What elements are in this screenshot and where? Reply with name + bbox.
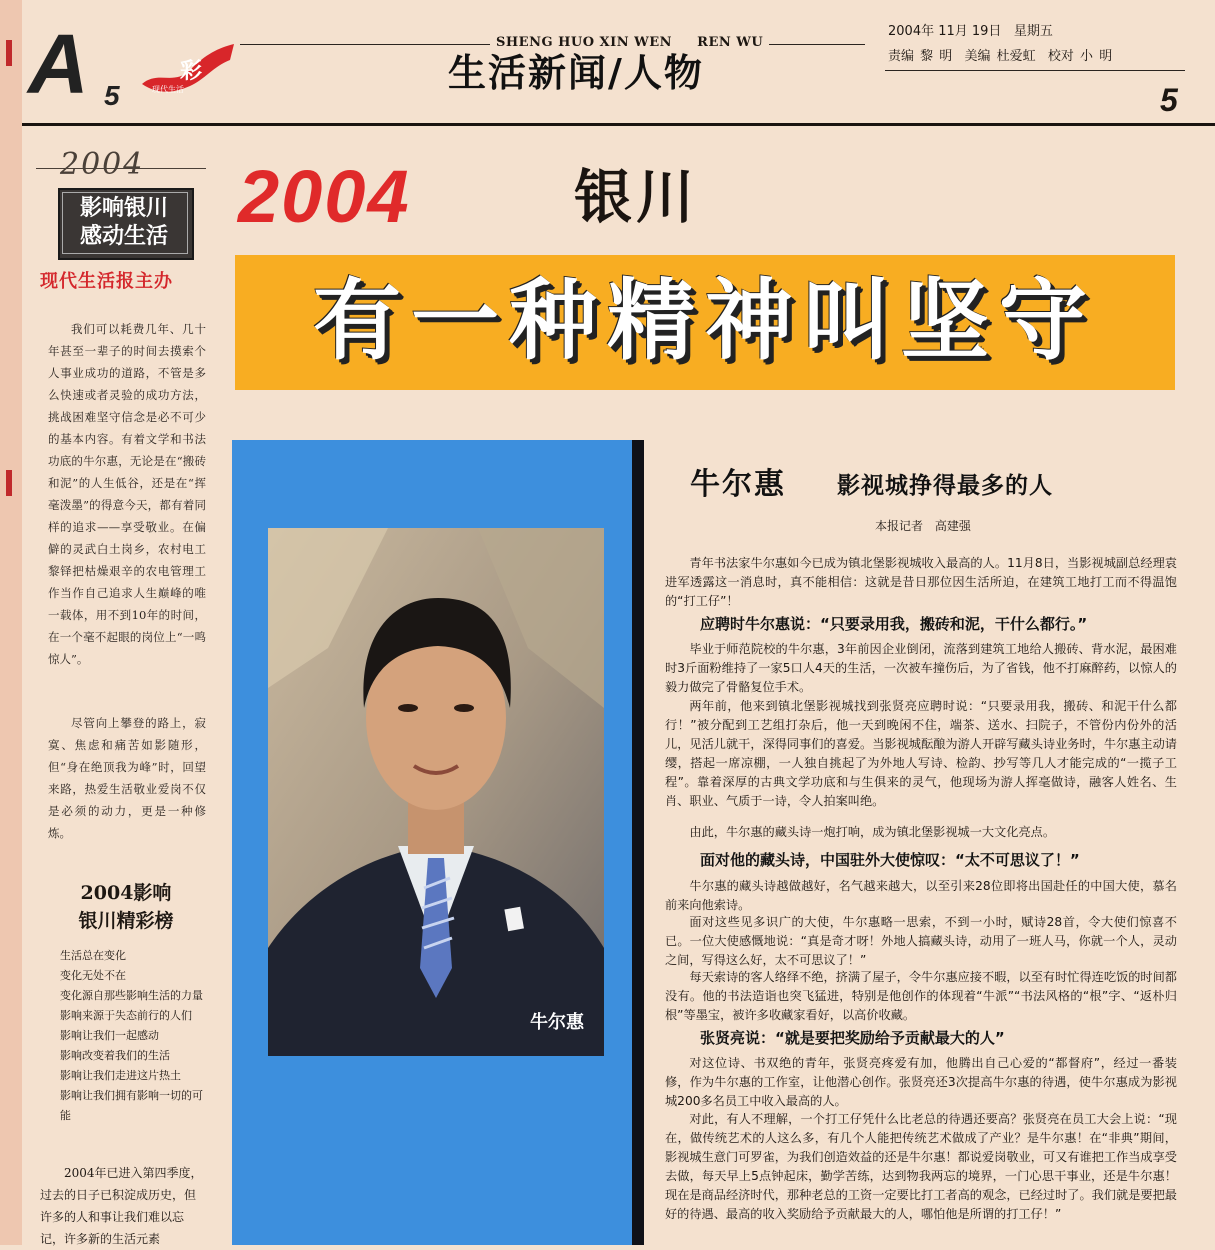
ribbon-logo xyxy=(138,40,236,96)
photo-caption: 牛尔惠 xyxy=(530,1012,584,1033)
edge-mark xyxy=(6,40,12,66)
article-subhead: 张贤亮说：“就是要把奖励给予贡献最大的人” xyxy=(700,1029,1005,1047)
section-number: 5 xyxy=(104,80,120,111)
sidebar-intro-paragraph: 尽管向上攀登的路上，寂寞、焦虑和痛苦如影随形，但“身在绝顶我为峰”时，回望来路，热爱生活敬业爱岗不仅是必须的动力，更是一种修炼。 xyxy=(48,716,206,840)
sidebar-list-title: 银川精彩榜 xyxy=(78,910,174,932)
headline-year: 2004 xyxy=(238,155,411,238)
article-paragraph: 由此，牛尔惠的藏头诗一炮打响，成为镇北堡影视城一大文化亮点。 xyxy=(689,825,1056,839)
sidebar-box-line: 影响银川 xyxy=(79,196,168,221)
editors-rule xyxy=(885,70,1185,71)
article-byline: 本报记者 高建强 xyxy=(875,519,971,533)
article-subhead: 应聘时牛尔惠说：“只要录用我，搬砖和泥，干什么都行。” xyxy=(700,615,1088,633)
article-paragraph: 两年前，他来到镇北堡影视城找到张贤亮应聘时说：“只要录用我，搬砖、和泥干什么都行！”被分配到工艺组打杂后，他一天到晚闲不住，端茶、送水、扫院子，不管份内份外的活儿，见活儿就干，深得同事们的喜爱。当影视城酝酿为游人开辟写藏头诗业务时，牛尔惠主动请缨，搭起一席凉棚，一人独自挑起了为外地人写诗、检韵、抄写等几人才能完成的“一揽子工程”。靠着深厚的古典文学功底和与生俱来的灵气，他现场为游人挥毫做诗，融客人姓名、生肖、职业、气质于一诗，令人拍案叫绝。 xyxy=(665,699,1177,808)
edge-mark xyxy=(6,470,12,496)
article-paragraph: 对这位诗、书双绝的青年，张贤亮疼爱有加，他腾出自己心爱的“都督府”，经过一番装修，作为牛尔惠的工作室，让他潜心创作。张贤亮还3次提高牛尔惠的待遇，使牛尔惠成为影视城200多名员工中收入最高的人。 xyxy=(665,1056,1177,1108)
article-paragraph: 青年书法家牛尔惠如今已成为镇北堡影视城收入最高的人。11月8日，当影视城副总经理袁进军透露这一消息时，真不能相信：这就是昔日那位因生活所迫，在建筑工地打工而不得温饱的“打工仔”！ xyxy=(665,556,1177,608)
sidebar-year: 2004 xyxy=(60,147,145,182)
article-name: 牛尔惠 xyxy=(690,467,786,502)
headline-city: 银川 xyxy=(574,163,699,231)
article-subtitle: 影视城挣得最多的人 xyxy=(837,473,1053,499)
article-paragraph: 每天索诗的客人络绎不绝，挤满了屋子，令牛尔惠应接不暇，以至有时忙得连吃饭的时间都没有。他的书法造诣也突飞猛进，特别是他创作的体现着“牛派”“书法风格的“根”字、“返朴归根”等墨宝，被许多收藏家看好，以高价收藏。 xyxy=(665,970,1177,1022)
sidebar-intro-paragraph: 我们可以耗费几年、几十年甚至一辈子的时间去摸索个人事业成功的道路，不管是多么快速或者灵验的成功方法，挑战困难坚守信念是必不可少的基本内容。有着文学和书法功底的牛尔惠，无论是在“搬砖和泥”的人生低谷，还是在“挥毫泼墨”的得意今天，都有着同样的追求——享受敬业。在偏僻的灵武白土岗乡，农村电工黎铎把枯燥艰辛的农电管理工作当作自己追求人生巅峰的唯一载体，用不到10年的时间，在一个毫不起眼的岗位上“一鸣惊人”。 xyxy=(48,322,206,666)
article-paragraph: 面对这些见多识广的大使，牛尔惠略一思索，不到一小时，赋诗28首，令大使们惊喜不已。一位大使感慨地说：“真是奇才呀！外地人搞藏头诗，动用了一班人马，你就一个人，灵动之间，写得这么好，太不可思议了！” xyxy=(665,915,1177,967)
sidebar-box-line: 感动生活 xyxy=(79,224,168,249)
page-number: 5 xyxy=(1160,82,1178,118)
header-divider xyxy=(22,123,1215,126)
sidebar-list-title: 2004影响 xyxy=(80,882,172,904)
section-letter: A xyxy=(28,17,89,111)
headline-main: 有一种精神叫坚守 xyxy=(312,268,1097,372)
ribbon-text: 彩 xyxy=(180,59,203,84)
sidebar-year-rule xyxy=(36,168,206,169)
sidebar-poem: 生活总在变化 变化无处不在 变化源自那些影响生活的力量 影响来源于失态前行的人们 影响让我们一起感动 影响改变着我们的生活 影响让我们走进这片热土 影响让我们拥有影响一切的可能 xyxy=(60,949,203,1122)
issue-date: 2004年 11月 19日 星期五 xyxy=(888,24,1053,39)
editor-credits: 责编 黎 明 美编 杜爱虹 校对 小 明 xyxy=(888,49,1113,64)
article-subhead: 面对他的藏头诗，中国驻外大使惊叹：“太不可思议了！” xyxy=(700,851,1080,869)
article-paragraph: 对此，有人不理解，一个打工仔凭什么比老总的待遇还要高？张贤亮在员工大会上说：“现在，做传统艺术的人这么多，有几个人能把传统艺术做成了产业？是牛尔惠！在“非典”期间，影视城生意门可罗雀，为我们创造效益的还是牛尔惠！都说爱岗敬业，可又有谁把工作当成享受去做，每天早上5点钟起床，勤学苦练，达到物我两忘的境界，一门心思干事业，还是牛尔惠！现在是商品经济时代，那种老总的工资一定要比打工者高的观念，已经过时了。我们就是要把最好的待遇、最高的收入奖励给予贡献最大的人，哪怕他是所谓的打工仔！” xyxy=(665,1112,1177,1221)
portrait-photo xyxy=(268,528,604,1056)
sidebar-closing: 2004年已进入第四季度，过去的日子已积淀成历史，但许多的人和事让我们难以忘记，许多新的生活元素 xyxy=(40,1166,203,1246)
article-paragraph: 牛尔惠的藏头诗越做越好，名气越来越大，以至引来28位即将出国赴任的中国大使，慕名前来向他索诗。 xyxy=(665,879,1177,912)
section-title: 生活新闻/人物 xyxy=(448,50,704,95)
sidebar-organizer: 现代生活报主办 xyxy=(40,271,173,292)
photo-panel-shadow xyxy=(632,440,644,1245)
ribbon-subtext: 现代生活 xyxy=(152,85,184,94)
page-edge-strip xyxy=(0,0,22,1245)
article-paragraph: 毕业于师范院校的牛尔惠，3年前因企业倒闭，流落到建筑工地给人搬砖、背水泥，最困难时3斤面粉维持了一家5口人4天的生活，一次被车撞伤后，为了省钱，他不打麻醉药，以惊人的毅力做完了骨骼复位手术。 xyxy=(665,642,1177,694)
section-pinyin: SHENG HUO XIN WEN REN WU xyxy=(490,36,769,49)
